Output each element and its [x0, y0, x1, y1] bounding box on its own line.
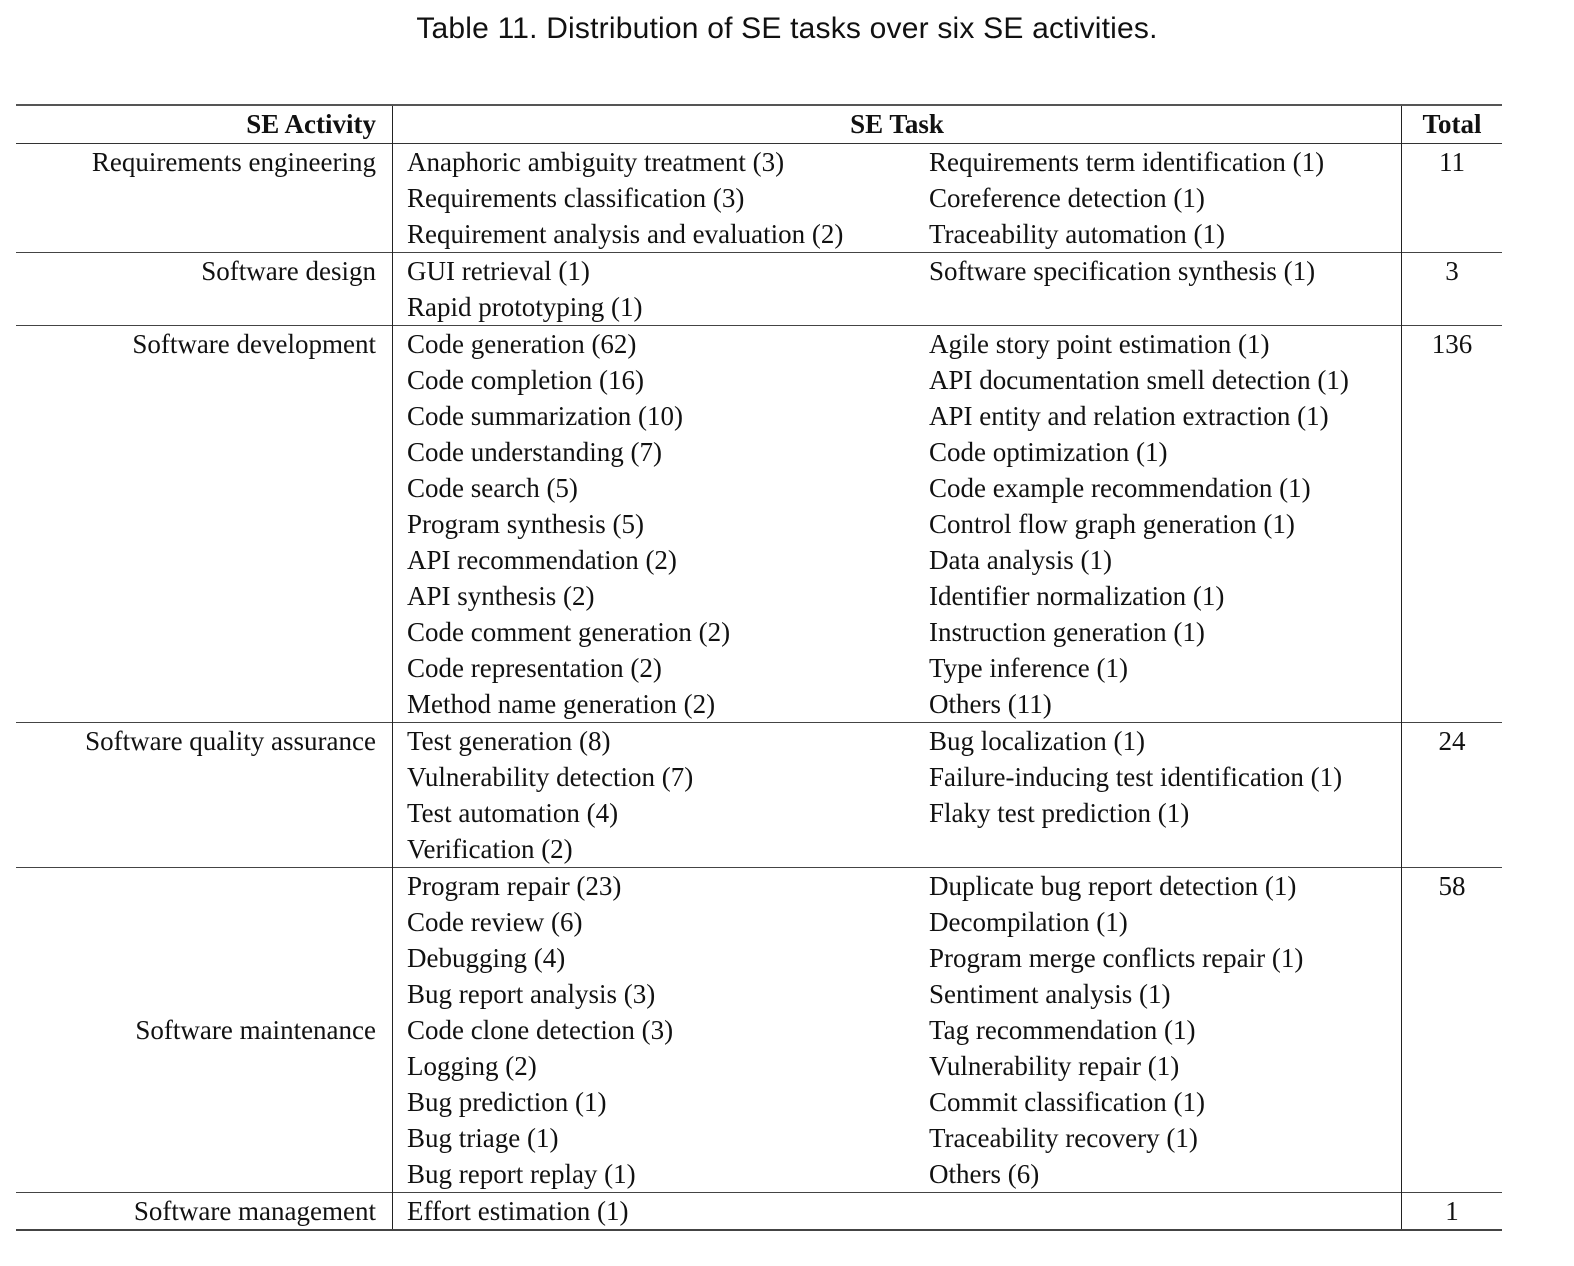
task-item: API recommendation (2) — [407, 545, 677, 575]
task-item: Bug report replay (1) — [407, 1159, 636, 1189]
task-column-right — [929, 144, 1401, 252]
task-item: Test automation (4) — [407, 798, 619, 828]
table-row — [16, 144, 1502, 253]
task-item: Vulnerability detection (7) — [407, 762, 694, 792]
task-item: Agile story point estimation (1) — [929, 329, 1270, 359]
task-item: Test generation (8) — [407, 726, 611, 756]
task-item: Flaky test prediction (1) — [929, 798, 1190, 828]
task-item: Code representation (2) — [407, 653, 662, 683]
table-row — [16, 326, 1502, 723]
se-task-cell — [393, 326, 1402, 723]
table-caption: Table 11. Distribution of SE tasks over six SE activities. — [416, 12, 1158, 45]
task-item: Bug localization (1) — [929, 726, 1145, 756]
task-column-right — [929, 1193, 1401, 1229]
task-item: Sentiment analysis (1) — [929, 979, 1171, 1009]
se-task-cell — [393, 253, 1402, 326]
total-cell: 136 — [1431, 329, 1473, 359]
task-item: Code search (5) — [407, 473, 578, 503]
se-task-cell — [393, 144, 1402, 253]
task-item: Type inference (1) — [929, 653, 1128, 683]
task-item: Bug report analysis (3) — [407, 979, 656, 1009]
task-item: Code summarization (10) — [407, 401, 683, 431]
task-column-left — [407, 144, 929, 252]
task-item: Failure-inducing test identification (1) — [929, 762, 1343, 792]
task-item: Code understanding (7) — [407, 437, 662, 467]
task-item: Effort estimation (1) — [407, 1196, 629, 1226]
header-se-task: SE Task — [393, 105, 1402, 144]
task-item: Program merge conflicts repair (1) — [929, 943, 1304, 973]
task-item: GUI retrieval (1) — [407, 256, 590, 286]
task-column-left — [407, 326, 929, 722]
task-item: Bug triage (1) — [407, 1123, 559, 1153]
task-item: Rapid prototyping (1) — [407, 292, 643, 322]
task-item: Code comment generation (2) — [407, 617, 731, 647]
task-item: Code review (6) — [407, 907, 583, 937]
total-cell: 3 — [1445, 256, 1459, 286]
task-item: Code clone detection (3) — [407, 1015, 674, 1045]
task-item: Others (6) — [929, 1159, 1040, 1189]
task-item: Duplicate bug report detection (1) — [929, 871, 1297, 901]
task-item: Code completion (16) — [407, 365, 644, 395]
se-task-cell — [393, 868, 1402, 1193]
task-item: Traceability automation (1) — [929, 219, 1225, 249]
task-item: Requirements term identification (1) — [929, 147, 1325, 177]
task-item: Tag recommendation (1) — [929, 1015, 1196, 1045]
task-item: Decompilation (1) — [929, 907, 1128, 937]
table-row — [16, 1193, 1502, 1231]
se-task-distribution-table — [16, 104, 1502, 1231]
task-item: Method name generation (2) — [407, 689, 716, 719]
total-cell: 58 — [1438, 871, 1466, 901]
header-se-activity: SE Activity — [16, 105, 393, 144]
se-activity-cell: Requirements engineering — [16, 144, 393, 253]
se-activity-cell: Software management — [16, 1193, 393, 1231]
table-row — [16, 723, 1502, 868]
task-column-right — [929, 253, 1401, 325]
task-item: API entity and relation extraction (1) — [929, 401, 1329, 431]
task-item: Program synthesis (5) — [407, 509, 644, 539]
table-body — [16, 144, 1502, 1231]
task-item: Debugging (4) — [407, 943, 566, 973]
total-cell: 24 — [1438, 726, 1466, 756]
task-item: API documentation smell detection (1) — [929, 365, 1349, 395]
task-item: Others (11) — [929, 689, 1052, 719]
task-item: Code example recommendation (1) — [929, 473, 1311, 503]
task-item: Anaphoric ambiguity treatment (3) — [407, 147, 785, 177]
task-column-right — [929, 326, 1401, 722]
task-item: Identifier normalization (1) — [929, 581, 1225, 611]
task-item: Software specification synthesis (1) — [929, 256, 1316, 286]
se-activity-cell: Software maintenance — [16, 868, 393, 1193]
task-item: Control flow graph generation (1) — [929, 509, 1295, 539]
table-header-row — [16, 105, 1502, 144]
task-column-left — [407, 1193, 929, 1229]
table-row — [16, 868, 1502, 1193]
table-row — [16, 253, 1502, 326]
total-cell: 11 — [1439, 147, 1465, 177]
task-column-left — [407, 868, 929, 1192]
task-column-left — [407, 253, 929, 325]
task-item: Instruction generation (1) — [929, 617, 1205, 647]
task-item: Logging (2) — [407, 1051, 537, 1081]
total-cell: 1 — [1445, 1196, 1459, 1226]
se-task-cell — [393, 723, 1402, 868]
task-item: Code generation (62) — [407, 329, 637, 359]
task-column-right — [929, 868, 1401, 1192]
task-item: Data analysis (1) — [929, 545, 1112, 575]
task-item: Coreference detection (1) — [929, 183, 1205, 213]
task-item: Verification (2) — [407, 834, 573, 864]
se-activity-cell: Software design — [16, 253, 393, 326]
task-item: Requirements classification (3) — [407, 183, 745, 213]
task-item: Vulnerability repair (1) — [929, 1051, 1180, 1081]
se-task-cell — [393, 1193, 1402, 1231]
task-column-left — [407, 723, 929, 867]
task-item: Traceability recovery (1) — [929, 1123, 1198, 1153]
header-total: Total — [1422, 109, 1482, 139]
task-item: Requirement analysis and evaluation (2) — [407, 219, 844, 249]
task-item: Bug prediction (1) — [407, 1087, 607, 1117]
task-item: API synthesis (2) — [407, 581, 595, 611]
se-activity-cell: Software development — [16, 326, 393, 723]
task-item: Program repair (23) — [407, 871, 622, 901]
se-activity-cell: Software quality assurance — [16, 723, 393, 868]
task-item: Commit classification (1) — [929, 1087, 1205, 1117]
task-column-right — [929, 723, 1401, 867]
task-item: Code optimization (1) — [929, 437, 1168, 467]
